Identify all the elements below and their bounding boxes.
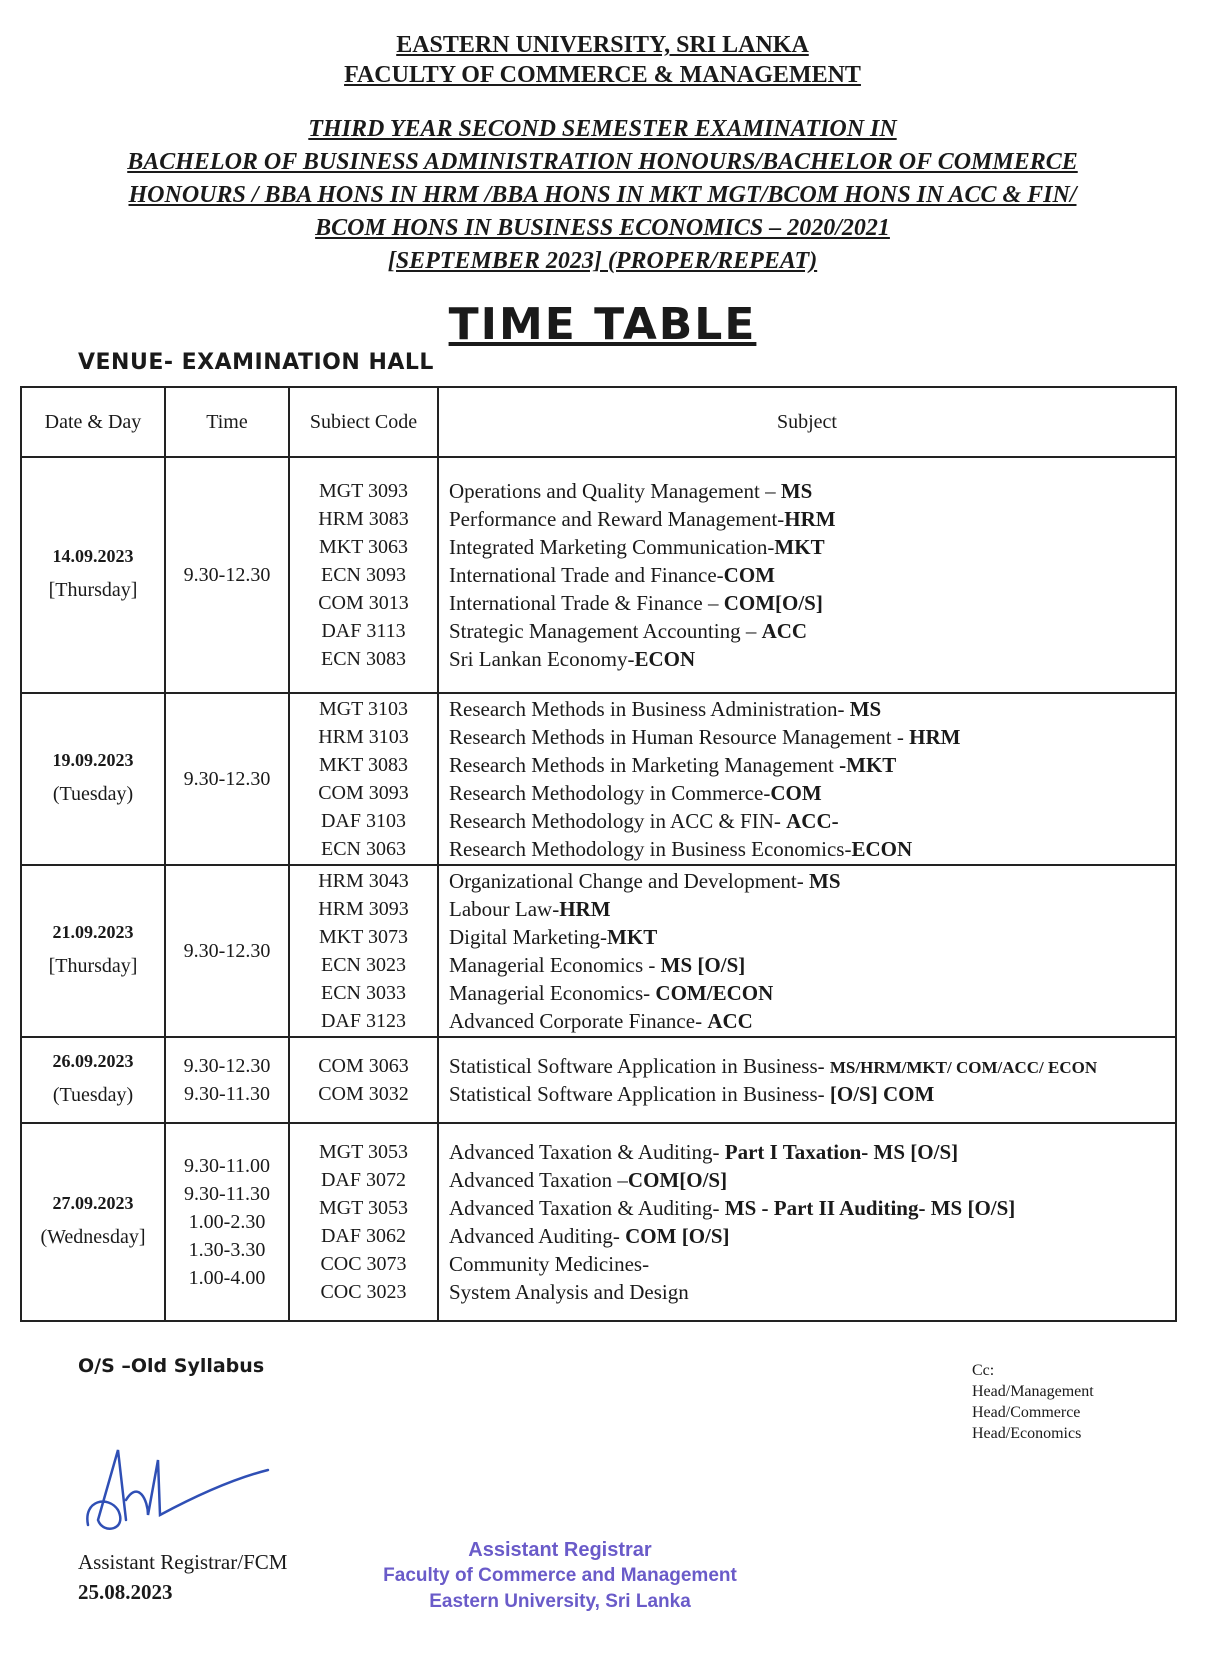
cc-item: Head/Economics — [972, 1425, 1082, 1442]
subject-name: Sri Lankan Economy- — [449, 647, 635, 671]
subject-code: DAF 3123 — [320, 1010, 406, 1032]
cell-date-day — [21, 457, 165, 693]
subject-name: Strategic Management Accounting – — [449, 619, 762, 643]
exam-day: (Tuesday) — [52, 1084, 134, 1106]
subject-line — [449, 561, 1174, 589]
venue-label: VENUE- EXAMINATION HALL — [78, 350, 434, 375]
subject-line — [449, 1250, 1174, 1278]
subject-name: Advanced Taxation & Auditing- — [449, 1140, 725, 1164]
subject-name: Statistical Software Application in Business- — [449, 1054, 830, 1078]
subject-line — [449, 751, 1174, 779]
cell-subject-codes — [289, 693, 438, 865]
exam-day: (Wednesday] — [40, 1226, 146, 1248]
subject-line — [449, 723, 1174, 751]
subject-name: Research Methodology in Commerce- — [449, 781, 771, 805]
signature-image — [78, 1440, 278, 1540]
cc-item: Head/Management — [972, 1383, 1094, 1400]
subject-code: ECN 3023 — [321, 954, 406, 976]
col-date-day: Date & Day — [21, 387, 165, 457]
cell-subject-codes — [289, 865, 438, 1037]
subject-line — [449, 617, 1174, 645]
subject-code: MKT 3073 — [318, 926, 409, 948]
exam-time: 9.30-11.00 — [184, 1155, 270, 1177]
cell-subject-codes — [289, 457, 438, 693]
subject-line — [449, 1194, 1174, 1222]
col-subject: Subject — [438, 387, 1176, 457]
subject-name: Managerial Economics - — [449, 953, 661, 977]
subject-code: DAF 3072 — [320, 1169, 406, 1191]
subject-stream: [O/S] COM — [829, 1082, 935, 1106]
exam-title-line-4: BCOM HONS IN BUSINESS ECONOMICS – 2020/2021 — [315, 215, 890, 241]
subject-name: Performance and Reward Management- — [449, 507, 785, 531]
exam-time: 1.00-2.30 — [188, 1211, 266, 1233]
cell-time — [165, 1037, 289, 1123]
table-row — [21, 1123, 1176, 1321]
subject-line — [449, 1138, 1174, 1166]
subject-stream: MKT — [607, 925, 658, 949]
subject-name: International Trade and Finance- — [449, 563, 724, 587]
subject-stream: MS/HRM/MKT/ COM/ACC/ ECON — [829, 1058, 1098, 1077]
subject-line — [449, 895, 1174, 923]
subject-stream: MKT — [774, 535, 825, 559]
subject-name: International Trade & Finance – — [449, 591, 724, 615]
subject-stream: COM [O/S] — [625, 1224, 730, 1248]
subject-stream: COM[O/S] — [627, 1168, 728, 1192]
subject-stream: MS — [849, 697, 882, 721]
subject-line — [449, 867, 1174, 895]
subject-code: MGT 3053 — [318, 1197, 409, 1219]
table-row — [21, 1037, 1176, 1123]
table-row — [21, 865, 1176, 1037]
exam-title-line-5: [SEPTEMBER 2023] (PROPER/REPEAT) — [387, 248, 818, 274]
subject-name: Research Methodology in ACC & FIN- — [449, 809, 787, 833]
cell-subjects — [438, 693, 1176, 865]
subject-code: MKT 3063 — [318, 536, 409, 558]
subject-line — [449, 477, 1174, 505]
subject-stream: -MKT — [839, 753, 897, 777]
exam-date: 19.09.2023 — [52, 750, 134, 770]
subject-name: Research Methodology in Business Economics- — [449, 837, 852, 861]
subject-stream: ECON — [851, 837, 913, 861]
subject-line — [449, 505, 1174, 533]
exam-title-line-1: THIRD YEAR SECOND SEMESTER EXAMINATION IN — [308, 116, 897, 142]
subject-stream: HRM — [784, 507, 836, 531]
subject-line — [449, 779, 1174, 807]
subject-code: MGT 3093 — [318, 480, 409, 502]
subject-stream: ACC — [707, 1009, 753, 1033]
stamp-line: Eastern University, Sri Lanka — [429, 1591, 691, 1612]
exam-time: 1.00-4.00 — [188, 1267, 266, 1289]
subject-name: System Analysis and Design — [449, 1280, 689, 1304]
subject-line — [449, 1007, 1174, 1035]
page-title: TIME TABLE — [448, 299, 757, 350]
subject-line — [449, 1166, 1174, 1194]
exam-date: 14.09.2023 — [52, 546, 134, 566]
subject-code: DAF 3113 — [321, 620, 406, 642]
subject-name: Advanced Auditing- — [449, 1224, 626, 1248]
subject-name: Integrated Marketing Communication- — [449, 535, 775, 559]
exam-time: 9.30-12.30 — [183, 940, 271, 962]
cell-date-day — [21, 1123, 165, 1321]
cell-time — [165, 457, 289, 693]
subject-code: HRM 3083 — [318, 508, 409, 530]
stamp-line: Assistant Registrar — [468, 1539, 652, 1561]
subject-name: Advanced Corporate Finance- — [449, 1009, 708, 1033]
cell-time — [165, 1123, 289, 1321]
signed-date: 25.08.2023 — [78, 1580, 173, 1604]
cell-subjects — [438, 865, 1176, 1037]
subject-code: COC 3073 — [320, 1253, 407, 1275]
exam-date: 21.09.2023 — [52, 922, 134, 942]
subject-line — [449, 1278, 1174, 1306]
faculty-name: FACULTY OF COMMERCE & MANAGEMENT — [344, 62, 861, 88]
cell-time — [165, 693, 289, 865]
subject-line — [449, 951, 1174, 979]
subject-code: MGT 3053 — [318, 1141, 409, 1163]
subject-stream: COM — [770, 781, 822, 805]
subject-stream: COM/ECON — [655, 981, 774, 1005]
subject-name: Research Methods in Human Resource Management - — [449, 725, 910, 749]
subject-name: Advanced Taxation & Auditing- — [449, 1196, 725, 1220]
exam-date: 26.09.2023 — [52, 1051, 134, 1071]
exam-time: 9.30-12.30 — [183, 768, 271, 790]
official-stamp — [380, 1537, 740, 1615]
exam-date: 27.09.2023 — [52, 1193, 134, 1213]
subject-line — [449, 589, 1174, 617]
subject-stream: Part I Taxation- MS [O/S] — [724, 1140, 959, 1164]
col-time: Time — [165, 387, 289, 457]
col-subject-code: Subiect Code — [289, 387, 438, 457]
cell-subjects — [438, 457, 1176, 693]
subject-line — [449, 1052, 1174, 1080]
subject-stream: MS - Part II Auditing- MS [O/S] — [724, 1196, 1016, 1220]
subject-line — [449, 979, 1174, 1007]
subject-stream: ACC — [761, 619, 808, 643]
cell-date-day — [21, 865, 165, 1037]
cell-subject-codes — [289, 1037, 438, 1123]
cell-date-day — [21, 1037, 165, 1123]
exam-time: 9.30-12.30 — [183, 1055, 271, 1077]
cc-title: Cc: — [972, 1362, 995, 1379]
table-header-row — [21, 387, 1176, 457]
subject-code: ECN 3033 — [321, 982, 406, 1004]
subject-code: COC 3023 — [320, 1281, 407, 1303]
signatory-title: Assistant Registrar/FCM — [78, 1550, 288, 1574]
subject-line — [449, 645, 1174, 673]
subject-line — [449, 835, 1174, 863]
subject-stream: COM[O/S] — [723, 591, 823, 615]
exam-time: 9.30-11.30 — [184, 1183, 270, 1205]
subject-line — [449, 533, 1174, 561]
cell-subjects — [438, 1123, 1176, 1321]
exam-day: [Thursday] — [48, 579, 138, 601]
exam-title-line-3: HONOURS / BBA HONS IN HRM /BBA HONS IN MKT MGT/BCOM HONS IN ACC & FIN/ — [128, 182, 1077, 208]
table-row — [21, 457, 1176, 693]
subject-code: ECN 3083 — [321, 648, 406, 670]
subject-code: DAF 3062 — [320, 1225, 406, 1247]
os-note: O/S –Old Syllabus — [78, 1355, 265, 1377]
subject-name: Operations and Quality Management – — [449, 479, 781, 503]
subject-name: Managerial Economics- — [449, 981, 656, 1005]
table-row — [21, 693, 1176, 865]
subject-code: DAF 3103 — [320, 810, 406, 832]
subject-name: Community Medicines- — [449, 1252, 650, 1276]
subject-code: COM 3063 — [318, 1055, 409, 1077]
exam-time: 9.30-12.30 — [183, 564, 271, 586]
subject-name: Advanced Taxation – — [449, 1168, 628, 1192]
subject-code: COM 3013 — [318, 592, 409, 614]
subject-stream: HRM — [559, 897, 611, 921]
subject-name: Research Methods in Marketing Management — [449, 753, 840, 777]
exam-day: (Tuesday) — [52, 783, 134, 805]
exam-title-line-2: BACHELOR OF BUSINESS ADMINISTRATION HONOURS/BACHELOR OF COMMERCE — [127, 149, 1078, 175]
cell-subject-codes — [289, 1123, 438, 1321]
subject-stream: MS — [780, 479, 813, 503]
exam-day: [Thursday] — [48, 955, 138, 977]
subject-stream: ACC- — [786, 809, 839, 833]
subject-line — [449, 1080, 1174, 1108]
subject-line — [449, 807, 1174, 835]
subject-code: COM 3093 — [318, 782, 409, 804]
subject-line — [449, 923, 1174, 951]
timetable — [20, 386, 1177, 1322]
subject-code: HRM 3093 — [318, 898, 409, 920]
subject-line — [449, 1222, 1174, 1250]
subject-stream: MS — [809, 869, 841, 893]
stamp-line: Faculty of Commerce and Management — [383, 1565, 737, 1586]
subject-code: MKT 3083 — [318, 754, 409, 776]
cc-item: Head/Commerce — [972, 1404, 1081, 1421]
university-name: EASTERN UNIVERSITY, SRI LANKA — [396, 32, 809, 58]
subject-code: ECN 3063 — [321, 838, 406, 860]
cc-block — [972, 1360, 1094, 1444]
subject-code: HRM 3103 — [318, 726, 409, 748]
subject-line — [449, 695, 1174, 723]
cell-date-day — [21, 693, 165, 865]
subject-name: Digital Marketing- — [449, 925, 608, 949]
exam-time: 1.30-3.30 — [188, 1239, 266, 1261]
subject-name: Statistical Software Application in Business- — [449, 1082, 830, 1106]
subject-code: ECN 3093 — [321, 564, 406, 586]
exam-time: 9.30-11.30 — [184, 1083, 270, 1105]
subject-name: Labour Law- — [449, 897, 560, 921]
subject-stream: MS [O/S] — [660, 953, 746, 977]
subject-stream: COM — [723, 563, 775, 587]
cell-time — [165, 865, 289, 1037]
subject-stream: ECON — [634, 647, 696, 671]
subject-code: HRM 3043 — [318, 870, 409, 892]
subject-stream: HRM — [909, 725, 961, 749]
subject-name: Research Methods in Business Administration- — [449, 697, 850, 721]
subject-code: COM 3032 — [318, 1083, 409, 1105]
subject-code: MGT 3103 — [318, 698, 409, 720]
cell-subjects — [438, 1037, 1176, 1123]
subject-name: Organizational Change and Development- — [449, 869, 809, 893]
